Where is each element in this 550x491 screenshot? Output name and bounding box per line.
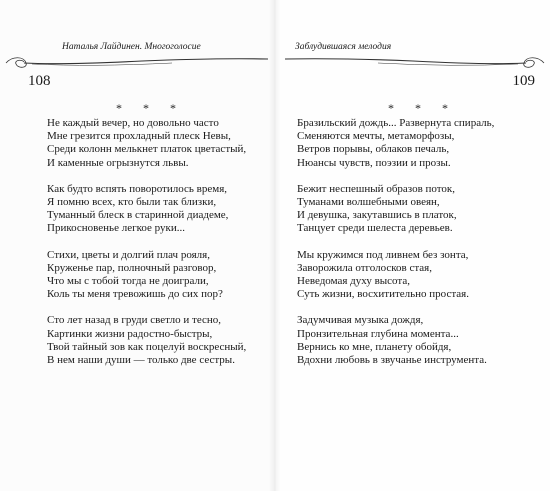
poem-line: Твой тайный зов как поцелуй воскресный, [47, 340, 247, 353]
left-stars-divider: * * * [116, 101, 185, 115]
poem-line: Мне грезится прохладный плеск Невы, [47, 130, 231, 143]
poem-line: Суть жизни, восхитительно простая. [297, 288, 469, 301]
poem-line: Неведомая духу высота, [297, 275, 410, 288]
right-stars-divider: * * * [388, 101, 457, 115]
poem-line: Я помню всех, кто были так близки, [47, 196, 217, 209]
poem-line: Мы кружимся под ливнем без зонта, [297, 248, 469, 261]
left-running-title: Наталья Лайдинен. Многоголосие [62, 42, 201, 52]
poem-line: Ветров порывы, облаков печаль, [297, 143, 450, 156]
poem-line: Что мы с тобой тогда не доиграли, [47, 275, 209, 288]
poem-line: Среди колонн мелькнет платок цветастый, [47, 143, 247, 156]
stanza [297, 117, 494, 170]
poem-line: Вернись ко мне, планету обойдя, [297, 340, 452, 353]
left-poem [47, 117, 246, 380]
stanza [47, 117, 246, 170]
poem-line: Коль ты меня тревожишь до сих пор? [47, 288, 223, 301]
poem-line: Туманами волшебными овеян, [297, 196, 440, 209]
poem-line: Нюансы чувств, поэзии и прозы. [297, 156, 451, 169]
poem-line: Задумчивая музыка дождя, [297, 314, 424, 327]
stanza [47, 183, 246, 236]
poem-line: Сто лет назад в груди светло и тесно, [47, 314, 222, 327]
right-page-number: 109 [512, 73, 535, 89]
poem-line: Круженье пар, полночный разговор, [47, 261, 217, 274]
stanza [47, 314, 246, 367]
poem-line: Пронзительная глубина момента... [297, 327, 459, 340]
right-ornament-rule [283, 54, 548, 70]
stanza [47, 249, 246, 302]
stanza [297, 314, 494, 367]
book-gutter-shadow [269, 0, 281, 491]
poem-line: Как будто вспять поворотилось время, [47, 182, 228, 195]
poem-line: Танцует среди шелеста деревьев. [297, 222, 453, 235]
poem-line: Прикосновенье легкое руки... [47, 222, 185, 235]
poem-line: Картинки жизни радостно-быстры, [47, 327, 213, 340]
stanza [297, 249, 494, 302]
stanza [297, 183, 494, 236]
poem-line: Не каждый вечер, но довольно часто [47, 117, 219, 129]
poem-line: Туманный блеск в старинной диадеме, [47, 209, 229, 222]
poem-line: В нем наши души — только две сестры. [47, 354, 235, 367]
poem-line: Бежит неспешный образов поток, [297, 182, 456, 195]
poem-line: Вдохни любовь в звучанье инструмента. [297, 354, 487, 367]
left-ornament-rule [2, 54, 270, 70]
poem-line: И каменные огрызнутся львы. [47, 156, 189, 169]
poem-line: Сменяются мечты, метаморфозы, [297, 130, 455, 143]
right-poem [297, 117, 494, 380]
right-page [275, 0, 550, 491]
poem-line: Бразильский дождь... Развернута спираль, [297, 117, 495, 129]
left-page-number: 108 [28, 73, 51, 89]
poem-line: Стихи, цветы и долгий плач рояля, [47, 248, 210, 261]
poem-line: И девушка, закутавшись в платок, [297, 209, 457, 222]
poem-line: Заворожила отголосков стая, [297, 261, 432, 274]
right-running-title: Заблудившаяся мелодия [295, 42, 392, 52]
